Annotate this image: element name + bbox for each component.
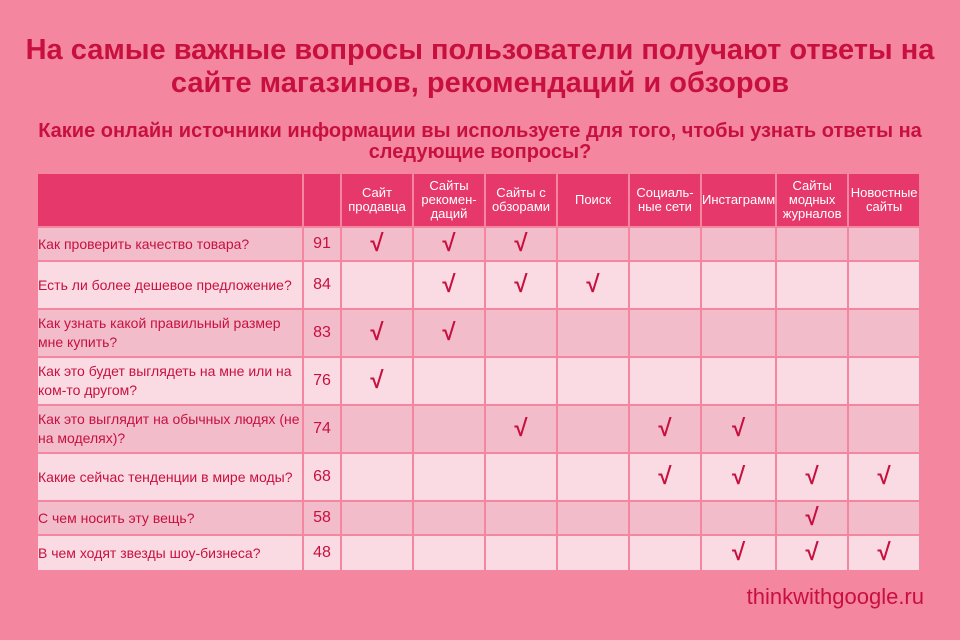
column-header: Поиск [558, 174, 628, 226]
empty-cell [630, 358, 700, 404]
value-cell: 76 [304, 358, 340, 404]
empty-cell [777, 310, 847, 356]
column-header: Сайты с обзорами [486, 174, 556, 226]
empty-cell [630, 502, 700, 534]
empty-cell [558, 536, 628, 570]
value-cell: 48 [304, 536, 340, 570]
chart-subtitle: Какие онлайн источники информации вы используете для того, чтобы узнать ответы на следующие вопросы? [38, 120, 922, 163]
empty-cell [849, 310, 919, 356]
question-cell: Как узнать какой правильный размер мне купить? [38, 310, 302, 356]
empty-cell [342, 536, 412, 570]
table-row [38, 454, 919, 500]
question-cell: Есть ли более дешевое предложение? [38, 262, 302, 308]
question-cell: С чем носить эту вещь? [38, 502, 302, 534]
empty-cell [414, 406, 484, 452]
check-mark: √ [702, 454, 775, 500]
empty-cell [558, 310, 628, 356]
empty-cell [558, 228, 628, 260]
check-mark: √ [777, 536, 847, 570]
question-cell: В чем ходят звезды шоу-бизнеса? [38, 536, 302, 570]
empty-cell [342, 262, 412, 308]
column-header: Новостные сайты [849, 174, 919, 226]
empty-cell [630, 228, 700, 260]
column-header: Сайт продавца [342, 174, 412, 226]
empty-cell [849, 502, 919, 534]
check-mark: √ [849, 536, 919, 570]
question-cell: Как проверить качество товара? [38, 228, 302, 260]
column-header: Сайты рекомен-даций [414, 174, 484, 226]
empty-cell [558, 454, 628, 500]
empty-cell [849, 262, 919, 308]
empty-cell [486, 536, 556, 570]
source-label: thinkwithgoogle.ru [746, 584, 924, 609]
empty-cell [342, 454, 412, 500]
header-row [38, 174, 919, 226]
empty-cell [777, 358, 847, 404]
empty-cell [414, 454, 484, 500]
table-row [38, 228, 919, 260]
table-row [38, 262, 919, 308]
empty-cell [414, 358, 484, 404]
value-cell: 84 [304, 262, 340, 308]
check-mark: √ [414, 228, 484, 260]
empty-cell [486, 358, 556, 404]
empty-cell [486, 454, 556, 500]
empty-cell [702, 358, 775, 404]
check-mark: √ [414, 262, 484, 308]
empty-cell [702, 502, 775, 534]
check-mark: √ [486, 228, 556, 260]
header-question-cell [38, 174, 302, 226]
check-mark: √ [702, 406, 775, 452]
check-mark: √ [777, 454, 847, 500]
table-row [38, 310, 919, 356]
check-mark: √ [486, 262, 556, 308]
column-header: Социаль-ные сети [630, 174, 700, 226]
empty-cell [558, 502, 628, 534]
column-header: Сайты модных журналов [777, 174, 847, 226]
empty-cell [630, 262, 700, 308]
table-row [38, 536, 919, 570]
empty-cell [702, 228, 775, 260]
empty-cell [342, 502, 412, 534]
value-cell: 91 [304, 228, 340, 260]
value-cell: 83 [304, 310, 340, 356]
question-cell: Как это выглядит на обычных людях (не на моделях)? [38, 406, 302, 452]
empty-cell [414, 502, 484, 534]
check-mark: √ [630, 454, 700, 500]
empty-cell [558, 406, 628, 452]
check-mark: √ [849, 454, 919, 500]
empty-cell [777, 406, 847, 452]
question-cell: Как это будет выглядеть на мне или на ком-то другом? [38, 358, 302, 404]
header-value-cell [304, 174, 340, 226]
check-mark: √ [414, 310, 484, 356]
empty-cell [486, 502, 556, 534]
empty-cell [849, 228, 919, 260]
check-mark: √ [342, 310, 412, 356]
empty-cell [630, 310, 700, 356]
empty-cell [702, 262, 775, 308]
check-mark: √ [777, 502, 847, 534]
empty-cell [486, 310, 556, 356]
value-cell: 68 [304, 454, 340, 500]
sources-table [36, 172, 921, 572]
check-mark: √ [702, 536, 775, 570]
table-body [38, 228, 919, 570]
value-cell: 74 [304, 406, 340, 452]
column-header: Инстаграмм [702, 174, 775, 226]
check-mark: √ [342, 358, 412, 404]
table-row [38, 406, 919, 452]
check-mark: √ [630, 406, 700, 452]
empty-cell [414, 536, 484, 570]
value-cell: 58 [304, 502, 340, 534]
empty-cell [777, 262, 847, 308]
question-cell: Какие сейчас тенденции в мире моды? [38, 454, 302, 500]
empty-cell [342, 406, 412, 452]
check-mark: √ [558, 262, 628, 308]
check-mark: √ [486, 406, 556, 452]
table-row [38, 502, 919, 534]
empty-cell [558, 358, 628, 404]
chart-title: На самые важные вопросы пользователи получают ответы на сайте магазинов, рекомендаций и обзоров [25, 34, 935, 99]
table-row [38, 358, 919, 404]
check-mark: √ [342, 228, 412, 260]
empty-cell [849, 406, 919, 452]
empty-cell [849, 358, 919, 404]
empty-cell [702, 310, 775, 356]
empty-cell [777, 228, 847, 260]
empty-cell [630, 536, 700, 570]
